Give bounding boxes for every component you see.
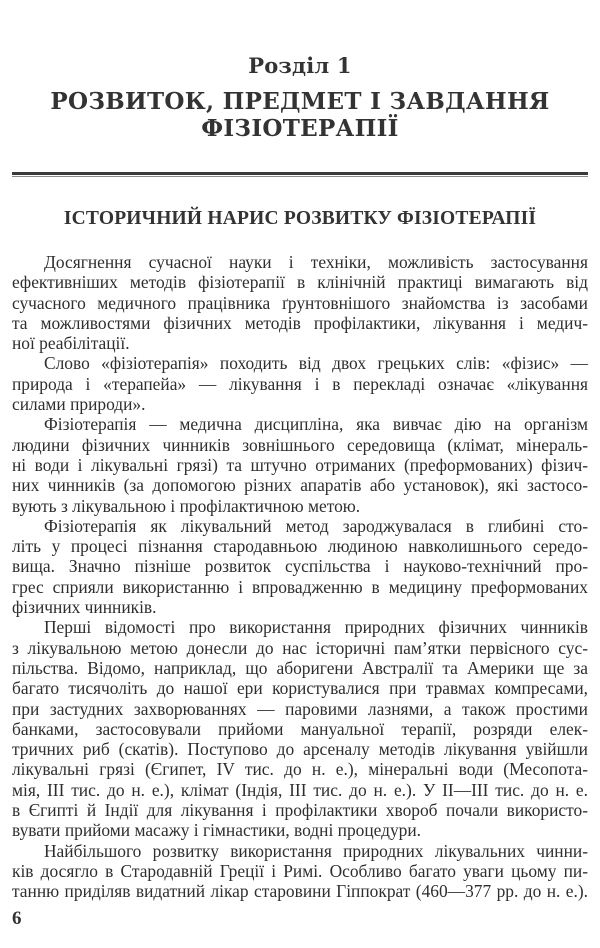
text-line: силами природи». [12,394,146,415]
section-title: ІСТОРИЧНИЙ НАРИС РОЗВИТКУ ФІЗІОТЕРАПІЇ [63,208,537,229]
text-line: сучасного медичного працівника ґрунтовнішого знайомства із засобами [12,292,588,313]
text-line: при застудних захворюваннях — паровими лазнями, а також простими [12,698,588,719]
text-line: природа і «терапейа» — лікування і в перекладі означає «лікування [12,373,588,394]
paragraph [12,841,588,902]
rule-thick-line [12,172,588,175]
text-line: людини фізичних чинників зовнішнього середовища (клімат, мінераль- [12,434,588,455]
chapter-title [0,88,600,142]
text-line: танню приділяв видатний лікар старовини Гіппократ (460—377 рр. до н. е.). [12,881,588,902]
paragraph [12,353,588,414]
text-line: Фізіотерапія як лікувальний метод зароджувалася в глибині сто- [44,515,588,536]
body-text [12,252,588,902]
text-line: лікувальні грязі (Єгипет, IV тис. до н. е.), мінеральні води (Месопота- [12,759,588,780]
chapter-title-line-2: ФІЗІОТЕРАПІЇ [201,115,399,142]
text-line: ні води і лікувальні грязі) та штучно отриманих (преформованих) фізич- [12,454,588,475]
paragraph [12,516,588,617]
text-line: мія, III тис. до н. е.), клімат (Індія, III тис. до н. е.). У II—III тис. до н. е. [12,779,588,800]
text-line: них чинників (за допомогою різних апаратів або установок), які застосо- [12,475,588,496]
text-line: Досягнення сучасної науки і техніки, можливість застосування [44,252,588,272]
text-line: Найбільшого розвитку використання природних лікувальних чинни- [44,840,588,861]
text-line: літь у процесі пізнання стародавньою людиною навколишнього середо- [12,536,588,557]
text-line: вища. Значно пізніше розвиток суспільства і науково-технічний про- [12,556,588,577]
text-line: ефективніших методів фізіотерапії в клінічній практиці вимагають від [12,272,588,293]
text-line: Перші відомості про використання природних фізичних чинників [44,617,588,638]
text-line: банками, застосовували прийоми мануальної терапії, розряди елек- [12,718,588,739]
text-line: пільства. Відомо, наприклад, що аборигени Австралії та Америки ще за [12,657,588,678]
text-line: багато тисячоліть до нашої ери користувалися при травмах компресами, [12,678,588,699]
text-line: та можливостями фізичних методів профілактики, лікування і медич- [12,312,588,333]
chapter-label: Розділ 1 [248,53,352,78]
text-line: Слово «фізіотерапія» походить від двох грецьких слів: «фізис» — [44,353,588,374]
rule-thin-line [12,176,588,177]
chapter-title-line-1: РОЗВИТОК, ПРЕДМЕТ І ЗАВДАННЯ [50,88,550,115]
paragraph [12,414,588,515]
text-line: тричних риб (скатів). Поступово до арсеналу методів лікування увійшли [12,739,588,760]
text-line: ної реабілітації. [12,333,130,354]
text-line: вувати прийоми масажу і гімнастики, водні процедури. [12,820,422,841]
text-line: грес сприяли використанню і впровадженню в медицину преформованих [12,576,588,597]
text-line: в Єгипті й Індії для лікування і профілактики хвороб почали використо- [12,800,588,821]
text-line: з лікувальною метою донесли до нас історичні пам’ятки первісного сус- [12,637,588,658]
text-line: Фізіотерапія — медична дисципліна, яка вивчає дію на організм [44,414,588,435]
text-line: фізичних чинників. [12,597,157,618]
text-line: вують з лікувальною і профілактичною метою. [12,495,361,516]
text-line: ків досягло в Стародавній Греції і Римі. Особливо багато уваги цьому пи- [12,860,588,881]
double-rule-divider [12,172,588,178]
page-number: 6 [12,908,22,929]
paragraph [12,617,588,840]
paragraph [12,252,588,353]
